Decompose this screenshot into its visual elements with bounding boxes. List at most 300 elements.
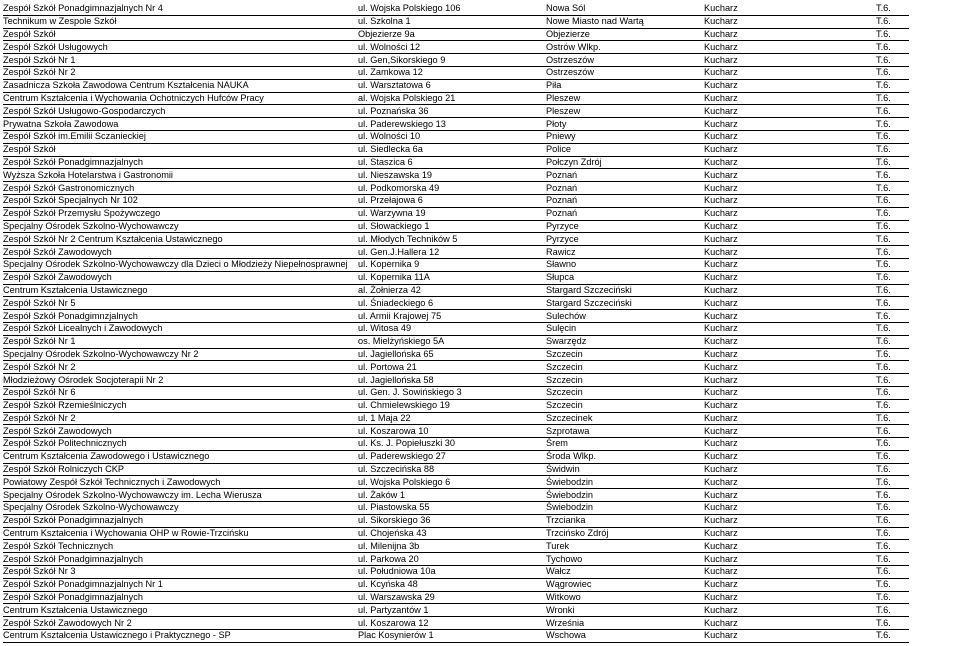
- city-cell: Szczecin: [544, 386, 702, 399]
- address-cell: ul. Przełajowa 6: [356, 194, 544, 207]
- code-cell: T.6.: [874, 28, 909, 41]
- table-row: [3, 527, 909, 540]
- school-name-cell: Centrum Kształcenia Ustawicznego i Praktycznego - SP: [3, 630, 356, 643]
- city-cell: Wschowa: [544, 630, 702, 643]
- code-cell: T.6.: [874, 374, 909, 387]
- city-cell: Poznań: [544, 194, 702, 207]
- code-cell: T.6.: [874, 438, 909, 451]
- profession-cell: Kucharz: [702, 54, 874, 67]
- profession-cell: Kucharz: [702, 617, 874, 630]
- city-cell: Pyrzyce: [544, 233, 702, 246]
- city-cell: Wągrowiec: [544, 578, 702, 591]
- address-cell: ul. Armii Krajowej 75: [356, 310, 544, 323]
- code-cell: T.6.: [874, 476, 909, 489]
- profession-cell: Kucharz: [702, 374, 874, 387]
- code-cell: T.6.: [874, 41, 909, 54]
- code-cell: T.6.: [874, 233, 909, 246]
- profession-cell: Kucharz: [702, 514, 874, 527]
- table-row: [3, 399, 909, 412]
- address-cell: ul. Kcyńska 48: [356, 578, 544, 591]
- table-row: [3, 476, 909, 489]
- profession-cell: Kucharz: [702, 15, 874, 28]
- address-cell: ul. Paderewskiego 13: [356, 118, 544, 131]
- table-row: [3, 41, 909, 54]
- address-cell: ul. Nieszawska 19: [356, 169, 544, 182]
- address-cell: ul. Staszica 6: [356, 156, 544, 169]
- city-cell: Nowe Miasto nad Wartą: [544, 15, 702, 28]
- profession-cell: Kucharz: [702, 630, 874, 643]
- city-cell: Pleszew: [544, 92, 702, 105]
- profession-cell: Kucharz: [702, 79, 874, 92]
- code-cell: T.6.: [874, 258, 909, 271]
- address-cell: ul. Gen,Sikorskiego 9: [356, 54, 544, 67]
- city-cell: Sławno: [544, 258, 702, 271]
- city-cell: Płoty: [544, 118, 702, 131]
- address-cell: ul. Milenijna 3b: [356, 540, 544, 553]
- table-row: [3, 578, 909, 591]
- code-cell: T.6.: [874, 617, 909, 630]
- city-cell: Ostrzeszów: [544, 54, 702, 67]
- school-name-cell: Zespół Szkół Ponadgimnzjalnych: [3, 310, 356, 323]
- address-cell: ul. Warzywna 19: [356, 207, 544, 220]
- profession-cell: Kucharz: [702, 92, 874, 105]
- table-row: [3, 514, 909, 527]
- city-cell: Szczecin: [544, 348, 702, 361]
- address-cell: ul. Jagiellońska 65: [356, 348, 544, 361]
- school-name-cell: Zespół Szkół Nr 3: [3, 566, 356, 579]
- profession-cell: Kucharz: [702, 553, 874, 566]
- profession-cell: Kucharz: [702, 271, 874, 284]
- table-row: [3, 169, 909, 182]
- code-cell: T.6.: [874, 3, 909, 15]
- schools-table: [3, 3, 909, 643]
- table-row: [3, 258, 909, 271]
- profession-cell: Kucharz: [702, 361, 874, 374]
- profession-cell: Kucharz: [702, 310, 874, 323]
- profession-cell: Kucharz: [702, 489, 874, 502]
- code-cell: T.6.: [874, 246, 909, 259]
- code-cell: T.6.: [874, 412, 909, 425]
- profession-cell: Kucharz: [702, 28, 874, 41]
- school-name-cell: Zespół Szkół: [3, 143, 356, 156]
- profession-cell: Kucharz: [702, 425, 874, 438]
- city-cell: Poznań: [544, 182, 702, 195]
- school-name-cell: Centrum Kształcenia Zawodowego i Ustawicznego: [3, 450, 356, 463]
- profession-cell: Kucharz: [702, 450, 874, 463]
- address-cell: ul. Wolności 12: [356, 41, 544, 54]
- city-cell: Sulechów: [544, 310, 702, 323]
- table-row: [3, 15, 909, 28]
- profession-cell: Kucharz: [702, 578, 874, 591]
- school-name-cell: Zespół Szkół im.Emilii Sczanieckiej: [3, 130, 356, 143]
- school-name-cell: Młodzieżowy Ośrodek Socjoterapii Nr 2: [3, 374, 356, 387]
- city-cell: Pleszew: [544, 105, 702, 118]
- code-cell: T.6.: [874, 463, 909, 476]
- school-name-cell: Centrum Kształcenia i Wychowania OHP w Rowie-Trzcińsku: [3, 527, 356, 540]
- city-cell: Stargard Szczeciński: [544, 297, 702, 310]
- code-cell: T.6.: [874, 220, 909, 233]
- city-cell: Stargard Szczeciński: [544, 284, 702, 297]
- table-row: [3, 220, 909, 233]
- school-name-cell: Zespół Szkół Ponadgimnazjalnych: [3, 591, 356, 604]
- table-row: [3, 156, 909, 169]
- code-cell: T.6.: [874, 335, 909, 348]
- city-cell: Sulęcin: [544, 322, 702, 335]
- profession-cell: Kucharz: [702, 527, 874, 540]
- code-cell: T.6.: [874, 527, 909, 540]
- code-cell: T.6.: [874, 194, 909, 207]
- profession-cell: Kucharz: [702, 41, 874, 54]
- city-cell: Poznań: [544, 207, 702, 220]
- school-name-cell: Zespół Szkół Nr 6: [3, 386, 356, 399]
- city-cell: Świebodzin: [544, 502, 702, 515]
- address-cell: ul. Chmielewskiego 19: [356, 399, 544, 412]
- table-row: [3, 297, 909, 310]
- school-name-cell: Specjalny Ośrodek Szkolno-Wychowawczy Nr 2: [3, 348, 356, 361]
- table-row: [3, 207, 909, 220]
- city-cell: Nowa Sól: [544, 3, 702, 15]
- table-row: [3, 310, 909, 323]
- address-cell: al. Żołnierza 42: [356, 284, 544, 297]
- city-cell: Piła: [544, 79, 702, 92]
- table-row: [3, 118, 909, 131]
- school-name-cell: Zespół Szkół Rzemieślniczych: [3, 399, 356, 412]
- profession-cell: Kucharz: [702, 335, 874, 348]
- table-row: [3, 348, 909, 361]
- city-cell: Słupca: [544, 271, 702, 284]
- table-row: [3, 233, 909, 246]
- profession-cell: Kucharz: [702, 386, 874, 399]
- table-row: [3, 425, 909, 438]
- city-cell: Witkowo: [544, 591, 702, 604]
- code-cell: T.6.: [874, 348, 909, 361]
- school-name-cell: Technikum w Zespole Szkół: [3, 15, 356, 28]
- code-cell: T.6.: [874, 79, 909, 92]
- profession-cell: Kucharz: [702, 169, 874, 182]
- address-cell: ul. Gen. J. Sowińskiego 3: [356, 386, 544, 399]
- school-name-cell: Centrum Kształcenia Ustawicznego: [3, 284, 356, 297]
- school-name-cell: Zespół Szkół Nr 2: [3, 412, 356, 425]
- profession-cell: Kucharz: [702, 66, 874, 79]
- code-cell: T.6.: [874, 284, 909, 297]
- profession-cell: Kucharz: [702, 194, 874, 207]
- table-row: [3, 591, 909, 604]
- profession-cell: Kucharz: [702, 284, 874, 297]
- address-cell: ul. Podkomorska 49: [356, 182, 544, 195]
- table-row: [3, 450, 909, 463]
- school-name-cell: Zespół Szkół Nr 1: [3, 54, 356, 67]
- table-row: [3, 566, 909, 579]
- table-row: [3, 374, 909, 387]
- city-cell: Szczecin: [544, 399, 702, 412]
- code-cell: T.6.: [874, 143, 909, 156]
- schools-table-body: [3, 3, 909, 642]
- code-cell: T.6.: [874, 502, 909, 515]
- address-cell: ul. Szkolna 1: [356, 15, 544, 28]
- city-cell: Police: [544, 143, 702, 156]
- table-row: [3, 630, 909, 643]
- table-row: [3, 335, 909, 348]
- city-cell: Świebodzin: [544, 489, 702, 502]
- code-cell: T.6.: [874, 361, 909, 374]
- code-cell: T.6.: [874, 271, 909, 284]
- school-name-cell: Zespół Szkół Politechnicznych: [3, 438, 356, 451]
- code-cell: T.6.: [874, 156, 909, 169]
- code-cell: T.6.: [874, 182, 909, 195]
- address-cell: ul. Żaków 1: [356, 489, 544, 502]
- code-cell: T.6.: [874, 105, 909, 118]
- city-cell: Szprotawa: [544, 425, 702, 438]
- table-row: [3, 271, 909, 284]
- table-row: [3, 617, 909, 630]
- city-cell: Poznań: [544, 169, 702, 182]
- city-cell: Września: [544, 617, 702, 630]
- address-cell: ul. Kopernika 9: [356, 258, 544, 271]
- profession-cell: Kucharz: [702, 463, 874, 476]
- school-name-cell: Zespół Szkół Zawodowych: [3, 425, 356, 438]
- address-cell: ul. Parkowa 20: [356, 553, 544, 566]
- city-cell: Szczecinek: [544, 412, 702, 425]
- table-row: [3, 438, 909, 451]
- school-name-cell: Zespół Szkół Zawodowych Nr 2: [3, 617, 356, 630]
- address-cell: ul. Portowa 21: [356, 361, 544, 374]
- profession-cell: Kucharz: [702, 207, 874, 220]
- city-cell: Ostrzeszów: [544, 66, 702, 79]
- profession-cell: Kucharz: [702, 540, 874, 553]
- address-cell: ul. Słowackiego 1: [356, 220, 544, 233]
- code-cell: T.6.: [874, 399, 909, 412]
- table-row: [3, 540, 909, 553]
- code-cell: T.6.: [874, 630, 909, 643]
- city-cell: Świebodzin: [544, 476, 702, 489]
- school-name-cell: Zespół Szkół Przemysłu Spożywczego: [3, 207, 356, 220]
- address-cell: ul. Poznańska 36: [356, 105, 544, 118]
- table-row: [3, 489, 909, 502]
- profession-cell: Kucharz: [702, 348, 874, 361]
- city-cell: Środa Wlkp.: [544, 450, 702, 463]
- profession-cell: Kucharz: [702, 258, 874, 271]
- address-cell: os. Mielżyńskiego 5A: [356, 335, 544, 348]
- table-row: [3, 182, 909, 195]
- school-name-cell: Zespół Szkół Ponadgimnazjalnych: [3, 156, 356, 169]
- table-row: [3, 92, 909, 105]
- table-row: [3, 322, 909, 335]
- profession-cell: Kucharz: [702, 566, 874, 579]
- address-cell: ul. Wolności 10: [356, 130, 544, 143]
- address-cell: ul. Paderewskiego 27: [356, 450, 544, 463]
- profession-cell: Kucharz: [702, 143, 874, 156]
- school-name-cell: Specjalny Ośrodek Szkolno-Wychowawczy: [3, 220, 356, 233]
- school-name-cell: Specjalny Ośrodek Szkolno-Wychowawczy im. Lecha Wierusza: [3, 489, 356, 502]
- address-cell: ul. Koszarowa 10: [356, 425, 544, 438]
- code-cell: T.6.: [874, 118, 909, 131]
- city-cell: Objezierze: [544, 28, 702, 41]
- profession-cell: Kucharz: [702, 591, 874, 604]
- school-name-cell: Zespół Szkół Usługowych: [3, 41, 356, 54]
- city-cell: Tychowo: [544, 553, 702, 566]
- code-cell: T.6.: [874, 130, 909, 143]
- code-cell: T.6.: [874, 386, 909, 399]
- code-cell: T.6.: [874, 553, 909, 566]
- table-row: [3, 246, 909, 259]
- address-cell: ul. Piastowska 55: [356, 502, 544, 515]
- code-cell: T.6.: [874, 450, 909, 463]
- profession-cell: Kucharz: [702, 297, 874, 310]
- code-cell: T.6.: [874, 297, 909, 310]
- city-cell: Szczecin: [544, 374, 702, 387]
- school-name-cell: Zespół Szkół Ponadgimnazjalnych Nr 4: [3, 3, 356, 15]
- address-cell: ul. Śniadeckiego 6: [356, 297, 544, 310]
- address-cell: ul. Ks. J. Popiełuszki 30: [356, 438, 544, 451]
- profession-cell: Kucharz: [702, 412, 874, 425]
- school-name-cell: Specjalny Ośrodek Szkolno-Wychowawczy: [3, 502, 356, 515]
- address-cell: ul. Jagiellońska 58: [356, 374, 544, 387]
- address-cell: ul. Warszawska 29: [356, 591, 544, 604]
- address-cell: ul. Młodych Techników 5: [356, 233, 544, 246]
- school-name-cell: Centrum Kształcenia Ustawicznego: [3, 604, 356, 617]
- code-cell: T.6.: [874, 514, 909, 527]
- address-cell: ul. Chojeńska 43: [356, 527, 544, 540]
- school-name-cell: Zespół Szkół Nr 2 Centrum Kształcenia Ustawicznego: [3, 233, 356, 246]
- table-row: [3, 143, 909, 156]
- code-cell: T.6.: [874, 566, 909, 579]
- address-cell: ul. Zamkowa 12: [356, 66, 544, 79]
- code-cell: T.6.: [874, 92, 909, 105]
- city-cell: Trzcińsko Zdrój: [544, 527, 702, 540]
- profession-cell: Kucharz: [702, 502, 874, 515]
- code-cell: T.6.: [874, 322, 909, 335]
- city-cell: Świdwin: [544, 463, 702, 476]
- table-row: [3, 361, 909, 374]
- table-row: [3, 284, 909, 297]
- school-name-cell: Zespół Szkół Nr 5: [3, 297, 356, 310]
- school-name-cell: Zespół Szkół Usługowo-Gospodarczych: [3, 105, 356, 118]
- school-name-cell: Zespół Szkół Rolniczych CKP: [3, 463, 356, 476]
- city-cell: Trzcianka: [544, 514, 702, 527]
- address-cell: ul. Koszarowa 12: [356, 617, 544, 630]
- school-name-cell: Centrum Kształcenia i Wychowania Ochotniczych Hufców Pracy: [3, 92, 356, 105]
- city-cell: Turek: [544, 540, 702, 553]
- code-cell: T.6.: [874, 169, 909, 182]
- code-cell: T.6.: [874, 578, 909, 591]
- table-row: [3, 412, 909, 425]
- table-row: [3, 386, 909, 399]
- profession-cell: Kucharz: [702, 476, 874, 489]
- code-cell: T.6.: [874, 207, 909, 220]
- school-name-cell: Zasadnicza Szkoła Zawodowa Centrum Kształcenia NAUKA: [3, 79, 356, 92]
- profession-cell: Kucharz: [702, 3, 874, 15]
- school-name-cell: Zespół Szkół Specjalnych Nr 102: [3, 194, 356, 207]
- school-name-cell: Zespół Szkół: [3, 28, 356, 41]
- address-cell: ul. Witosa 49: [356, 322, 544, 335]
- profession-cell: Kucharz: [702, 322, 874, 335]
- school-name-cell: Specjalny Ośrodek Szkolno-Wychowawczy dla Dzieci o Młodzieży Niepełnosprawnej: [3, 258, 356, 271]
- table-row: [3, 105, 909, 118]
- profession-cell: Kucharz: [702, 130, 874, 143]
- table-row: [3, 553, 909, 566]
- school-name-cell: Zespół Szkół Nr 2: [3, 361, 356, 374]
- school-name-cell: Powiatowy Zespół Szkół Technicznych i Zawodowych: [3, 476, 356, 489]
- table-row: [3, 604, 909, 617]
- school-name-cell: Zespół Szkół Zawodowych: [3, 246, 356, 259]
- table-row: [3, 130, 909, 143]
- address-cell: ul. Kopernika 11A: [356, 271, 544, 284]
- table-row: [3, 194, 909, 207]
- profession-cell: Kucharz: [702, 105, 874, 118]
- school-name-cell: Zespół Szkół Nr 1: [3, 335, 356, 348]
- address-cell: ul. Szczecińska 88: [356, 463, 544, 476]
- table-row: [3, 3, 909, 15]
- school-name-cell: Zespół Szkół Licealnych i Zawodowych: [3, 322, 356, 335]
- profession-cell: Kucharz: [702, 438, 874, 451]
- code-cell: T.6.: [874, 425, 909, 438]
- address-cell: ul. Wojska Polskiego 6: [356, 476, 544, 489]
- profession-cell: Kucharz: [702, 118, 874, 131]
- address-cell: ul. Warsztatowa 6: [356, 79, 544, 92]
- school-name-cell: Zespół Szkół Ponadgimnazjalnych: [3, 514, 356, 527]
- address-cell: ul. Sikorskiego 36: [356, 514, 544, 527]
- code-cell: T.6.: [874, 310, 909, 323]
- city-cell: Wronki: [544, 604, 702, 617]
- table-row: [3, 28, 909, 41]
- city-cell: Wałcz: [544, 566, 702, 579]
- city-cell: Szczecin: [544, 361, 702, 374]
- city-cell: Połczyn Zdrój: [544, 156, 702, 169]
- code-cell: T.6.: [874, 66, 909, 79]
- school-name-cell: Zespół Szkół Zawodowych: [3, 271, 356, 284]
- profession-cell: Kucharz: [702, 182, 874, 195]
- city-cell: Pniewy: [544, 130, 702, 143]
- address-cell: Objezierze 9a: [356, 28, 544, 41]
- code-cell: T.6.: [874, 489, 909, 502]
- profession-cell: Kucharz: [702, 399, 874, 412]
- code-cell: T.6.: [874, 591, 909, 604]
- table-row: [3, 79, 909, 92]
- address-cell: ul. Partyzantów 1: [356, 604, 544, 617]
- school-name-cell: Prywatna Szkoła Zawodowa: [3, 118, 356, 131]
- address-cell: ul. Gen.J.Hallera 12: [356, 246, 544, 259]
- school-name-cell: Zespół Szkół Ponadgimnazjalnych Nr 1: [3, 578, 356, 591]
- code-cell: T.6.: [874, 54, 909, 67]
- code-cell: T.6.: [874, 540, 909, 553]
- table-row: [3, 66, 909, 79]
- address-cell: ul. Południowa 10a: [356, 566, 544, 579]
- profession-cell: Kucharz: [702, 156, 874, 169]
- address-cell: Plac Kosynierów 1: [356, 630, 544, 643]
- address-cell: ul. 1 Maja 22: [356, 412, 544, 425]
- city-cell: Ostrów Wlkp.: [544, 41, 702, 54]
- profession-cell: Kucharz: [702, 246, 874, 259]
- city-cell: Pyrzyce: [544, 220, 702, 233]
- profession-cell: Kucharz: [702, 233, 874, 246]
- city-cell: Rawicz: [544, 246, 702, 259]
- city-cell: Swarzędz: [544, 335, 702, 348]
- school-name-cell: Zespół Szkół Ponadgimnazjalnych: [3, 553, 356, 566]
- school-name-cell: Wyższa Szkoła Hotelarstwa i Gastronomii: [3, 169, 356, 182]
- profession-cell: Kucharz: [702, 220, 874, 233]
- school-name-cell: Zespół Szkół Nr 2: [3, 66, 356, 79]
- table-row: [3, 502, 909, 515]
- address-cell: ul. Siedlecka 6a: [356, 143, 544, 156]
- school-name-cell: Zespół Szkół Technicznych: [3, 540, 356, 553]
- profession-cell: Kucharz: [702, 604, 874, 617]
- address-cell: al. Wojska Polskiego 21: [356, 92, 544, 105]
- city-cell: Śrem: [544, 438, 702, 451]
- address-cell: ul. Wojska Polskiego 106: [356, 3, 544, 15]
- code-cell: T.6.: [874, 604, 909, 617]
- school-name-cell: Zespół Szkół Gastronomicznych: [3, 182, 356, 195]
- code-cell: T.6.: [874, 15, 909, 28]
